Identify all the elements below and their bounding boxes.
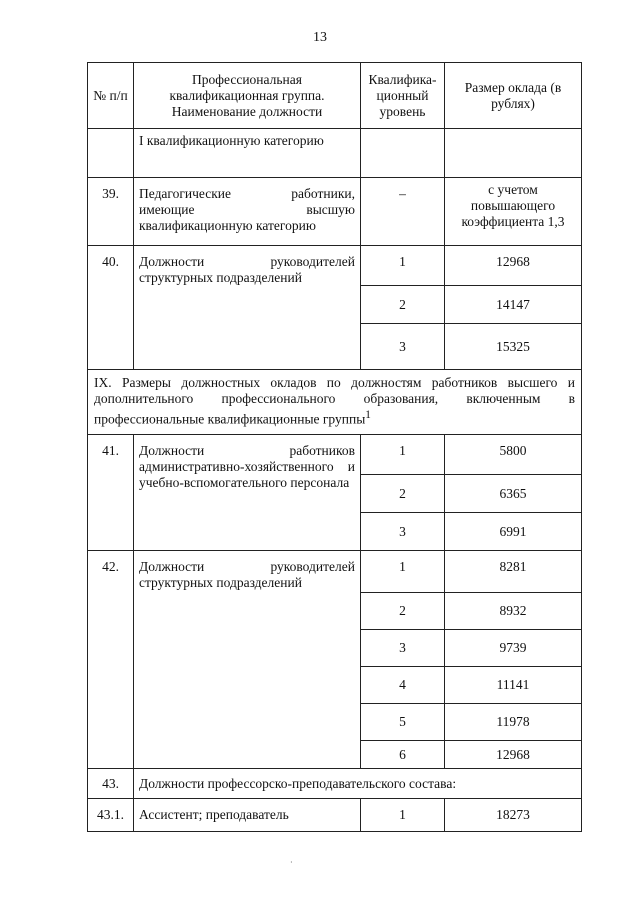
row-name: Ассистент; преподаватель xyxy=(134,799,361,832)
table-row-continuation xyxy=(88,129,582,178)
cell-empty xyxy=(361,129,445,178)
section-heading-row xyxy=(88,370,582,435)
row-name-text: Должности руководителей структурных подразделений xyxy=(139,254,355,285)
cell-name: I квалификационную категорию xyxy=(134,129,361,178)
row-salary: 5800 xyxy=(445,435,582,475)
row-level: – xyxy=(361,178,445,246)
row-name xyxy=(134,178,361,246)
row-salary: 11141 xyxy=(445,667,582,704)
row-level: 2 xyxy=(361,286,445,324)
section-heading xyxy=(88,370,582,435)
row-name xyxy=(134,435,361,551)
row-level: 3 xyxy=(361,630,445,667)
row-salary: 12968 xyxy=(445,741,582,769)
row-number: 41. xyxy=(88,435,134,551)
salary-table xyxy=(87,62,582,832)
table-row-39 xyxy=(88,178,582,246)
row-number: 43. xyxy=(88,769,134,799)
header-level: Квалифика-ционный уровень xyxy=(361,63,445,129)
row-salary: 14147 xyxy=(445,286,582,324)
header-group: Профессиональная квалификационная группа. Наименование должности xyxy=(134,63,361,129)
row-salary: 15325 xyxy=(445,324,582,370)
row-salary: 6365 xyxy=(445,475,582,513)
row-name xyxy=(134,246,361,370)
row-salary: 6991 xyxy=(445,513,582,551)
table-row-41 xyxy=(88,435,582,475)
table-header-row xyxy=(88,63,582,129)
row-level: 1 xyxy=(361,551,445,593)
table-row-43 xyxy=(88,769,582,799)
footnote-marker: 1 xyxy=(365,409,371,421)
row-level: 1 xyxy=(361,799,445,832)
row-number: 42. xyxy=(88,551,134,769)
row-level: 3 xyxy=(361,513,445,551)
cell-empty xyxy=(88,129,134,178)
row-level: 1 xyxy=(361,435,445,475)
row-level: 3 xyxy=(361,324,445,370)
table-row-42 xyxy=(88,551,582,593)
row-name-text: Педагогические работники, имеющие высшую квалификационную категорию xyxy=(139,186,355,233)
section-heading-text: IX. Размеры должностных окладов по должностям работников высшего и дополнительного профессионального образования, включенным в профессиональные квалификационные группы xyxy=(94,375,575,427)
row-number: 43.1. xyxy=(88,799,134,832)
row-name-text: Должности руководителей структурных подразделений xyxy=(139,559,355,590)
table-row-43-1 xyxy=(88,799,582,832)
row-number: 39. xyxy=(88,178,134,246)
scan-dot: · xyxy=(290,858,293,867)
row-level: 4 xyxy=(361,667,445,704)
cell-empty xyxy=(445,129,582,178)
row-level: 6 xyxy=(361,741,445,769)
row-salary: с учетом повышающего коэффициента 1,3 xyxy=(445,178,582,246)
row-salary: 18273 xyxy=(445,799,582,832)
page-number: 13 xyxy=(313,30,327,45)
row-level: 1 xyxy=(361,246,445,286)
row-level: 5 xyxy=(361,704,445,741)
row-salary: 8932 xyxy=(445,593,582,630)
row-name-text: Должности работников административно-хозяйственного и учебно-вспомогательного персонала xyxy=(139,443,355,490)
row-name xyxy=(134,551,361,769)
header-salary: Размер оклада (в рублях) xyxy=(445,63,582,129)
row-level: 2 xyxy=(361,593,445,630)
row-salary: 9739 xyxy=(445,630,582,667)
row-salary: 12968 xyxy=(445,246,582,286)
row-salary: 11978 xyxy=(445,704,582,741)
header-number: № п/п xyxy=(88,63,134,129)
row-level: 2 xyxy=(361,475,445,513)
table-row-40 xyxy=(88,246,582,286)
row-number: 40. xyxy=(88,246,134,370)
row-salary: 8281 xyxy=(445,551,582,593)
row-name: Должности профессорско-преподавательского состава: xyxy=(134,769,582,799)
